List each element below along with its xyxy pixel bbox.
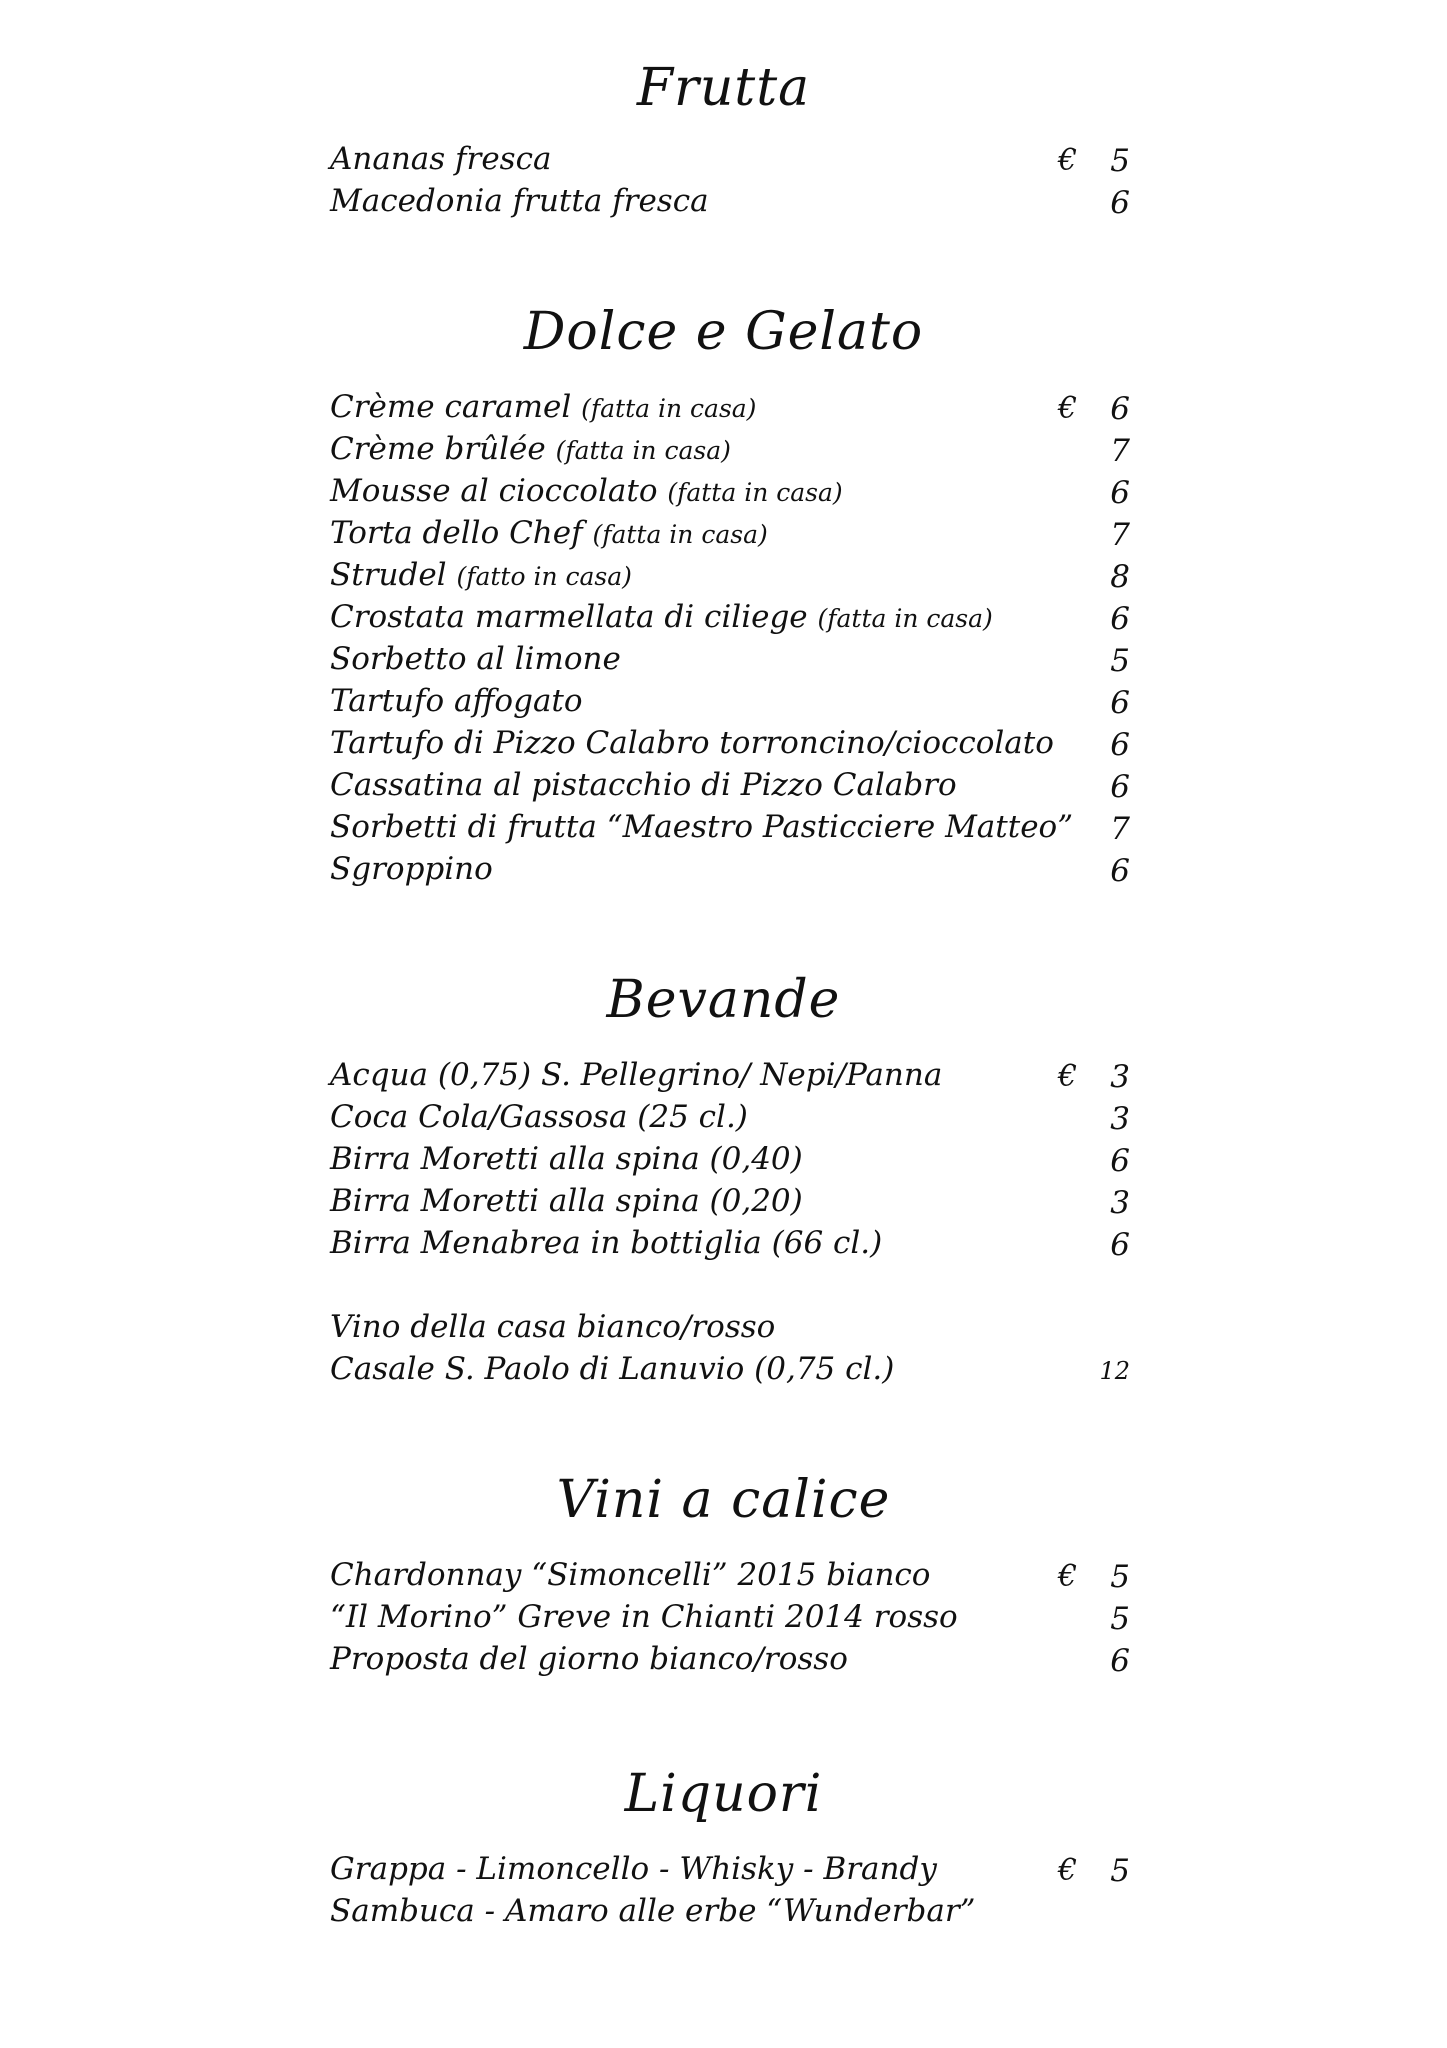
menu-item xyxy=(330,722,1130,764)
item-note: (fatta in casa) xyxy=(555,436,731,465)
item-price: 6 xyxy=(1110,727,1130,763)
item-price: 6 xyxy=(1110,853,1130,889)
item-name: “Il Morino” Greve in Chianti 2014 rosso xyxy=(330,1599,958,1635)
item-label: Torta dello Chef xyxy=(330,515,583,551)
menu-item xyxy=(330,138,1130,180)
item-name xyxy=(330,554,632,598)
menu-item xyxy=(330,428,1130,470)
item-name: Birra Menabrea in bottiglia (66 cl.) xyxy=(330,1225,883,1261)
menu-item xyxy=(330,1638,1130,1680)
item-label: Crème brûlée xyxy=(330,431,546,467)
item-name: Macedonia frutta fresca xyxy=(330,183,709,219)
item-name: Birra Moretti alla spina (0,20) xyxy=(330,1183,803,1219)
currency-symbol: € xyxy=(1058,1853,1078,1888)
menu-item xyxy=(330,512,1130,554)
item-name: Sambuca - Amaro alle erbe “Wunderbar” xyxy=(330,1893,976,1929)
item-price: 12 xyxy=(1099,1357,1130,1385)
item-name: Grappa - Limoncello - Whisky - Brandy xyxy=(330,1851,937,1887)
item-name: Ananas fresca xyxy=(330,141,552,177)
item-name: Sgroppino xyxy=(330,851,493,887)
item-name: Birra Moretti alla spina (0,40) xyxy=(330,1141,803,1177)
item-name: Acqua (0,75) S. Pellegrino/ Nepi/Panna xyxy=(330,1057,943,1093)
item-name: Cassatina al pistacchio di Pizzo Calabro xyxy=(330,767,957,803)
menu-item xyxy=(330,764,1130,806)
item-price: 6 xyxy=(1110,1643,1130,1679)
menu-item xyxy=(330,1554,1130,1596)
item-name: Proposta del giorno bianco/rosso xyxy=(330,1641,848,1677)
currency-symbol: € xyxy=(1058,391,1078,426)
item-label: Crostata marmellata di ciliege xyxy=(330,599,808,635)
item-name xyxy=(330,596,993,640)
item-name: Vino della casa bianco/rosso xyxy=(330,1309,776,1345)
menu-item xyxy=(330,554,1130,596)
item-note: (fatta in casa) xyxy=(667,478,843,507)
item-price: 5 xyxy=(1110,1601,1130,1637)
section-title-frutta: Frutta xyxy=(636,58,811,118)
item-price: 5 xyxy=(1110,143,1130,179)
menu-item xyxy=(330,180,1130,222)
item-name: Tartufo affogato xyxy=(330,683,583,719)
item-price: 6 xyxy=(1110,185,1130,221)
item-name: Sorbetto al limone xyxy=(330,641,621,677)
item-label: Strudel xyxy=(330,557,447,593)
section-title-dolce: Dolce e Gelato xyxy=(523,302,924,362)
menu-item xyxy=(330,638,1130,680)
menu-item xyxy=(330,1054,1130,1096)
item-price: 3 xyxy=(1110,1101,1130,1137)
item-name: Casale S. Paolo di Lanuvio (0,75 cl.) xyxy=(330,1351,895,1387)
section-title-vini: Vini a calice xyxy=(556,1470,891,1530)
item-price: 3 xyxy=(1110,1059,1130,1095)
item-price: 5 xyxy=(1110,643,1130,679)
item-name: Chardonnay “Simoncelli” 2015 bianco xyxy=(330,1557,931,1593)
menu-item xyxy=(330,1596,1130,1638)
item-price: 7 xyxy=(1110,517,1130,553)
item-note: (fatta in casa) xyxy=(581,394,757,423)
menu-item xyxy=(330,1180,1130,1222)
item-price: 6 xyxy=(1110,475,1130,511)
item-name xyxy=(330,386,756,430)
item-price: 6 xyxy=(1110,601,1130,637)
menu-item xyxy=(330,386,1130,428)
menu-item xyxy=(330,1138,1130,1180)
item-price: 6 xyxy=(1110,769,1130,805)
item-price: 5 xyxy=(1110,1853,1130,1889)
item-name xyxy=(330,512,768,556)
item-price: 6 xyxy=(1110,685,1130,721)
item-price: 6 xyxy=(1110,391,1130,427)
item-label: Crème caramel xyxy=(330,389,572,425)
menu-item xyxy=(330,1306,1130,1348)
item-note: (fatto in casa) xyxy=(456,562,632,591)
menu-item xyxy=(330,848,1130,890)
item-note: (fatta in casa) xyxy=(592,520,768,549)
item-label: Mousse al cioccolato xyxy=(330,473,658,509)
currency-symbol: € xyxy=(1058,143,1078,178)
menu-item xyxy=(330,1848,1130,1890)
menu-item xyxy=(330,1096,1130,1138)
item-name: Sorbetti di frutta “Maestro Pasticciere Matteo” xyxy=(330,809,1074,845)
item-name: Coca Cola/Gassosa (25 cl.) xyxy=(330,1099,748,1135)
item-name xyxy=(330,428,731,472)
menu-item xyxy=(330,1222,1130,1264)
section-title-bevande: Bevande xyxy=(606,970,841,1030)
item-price: 8 xyxy=(1110,559,1130,595)
section-title-liquori: Liquori xyxy=(624,1764,823,1824)
menu-item xyxy=(330,596,1130,638)
item-name xyxy=(330,470,843,514)
currency-symbol: € xyxy=(1058,1559,1078,1594)
menu-item xyxy=(330,680,1130,722)
menu-item xyxy=(330,806,1130,848)
item-price: 7 xyxy=(1110,811,1130,847)
item-note: (fatta in casa) xyxy=(817,604,993,633)
item-price: 6 xyxy=(1110,1143,1130,1179)
menu-item xyxy=(330,470,1130,512)
item-price: 7 xyxy=(1110,433,1130,469)
menu-item xyxy=(330,1348,1130,1390)
currency-symbol: € xyxy=(1058,1059,1078,1094)
item-price: 3 xyxy=(1110,1185,1130,1221)
item-name: Tartufo di Pizzo Calabro torroncino/cioccolato xyxy=(330,725,1054,761)
menu-item xyxy=(330,1890,1130,1932)
item-price: 5 xyxy=(1110,1559,1130,1595)
item-price: 6 xyxy=(1110,1227,1130,1263)
